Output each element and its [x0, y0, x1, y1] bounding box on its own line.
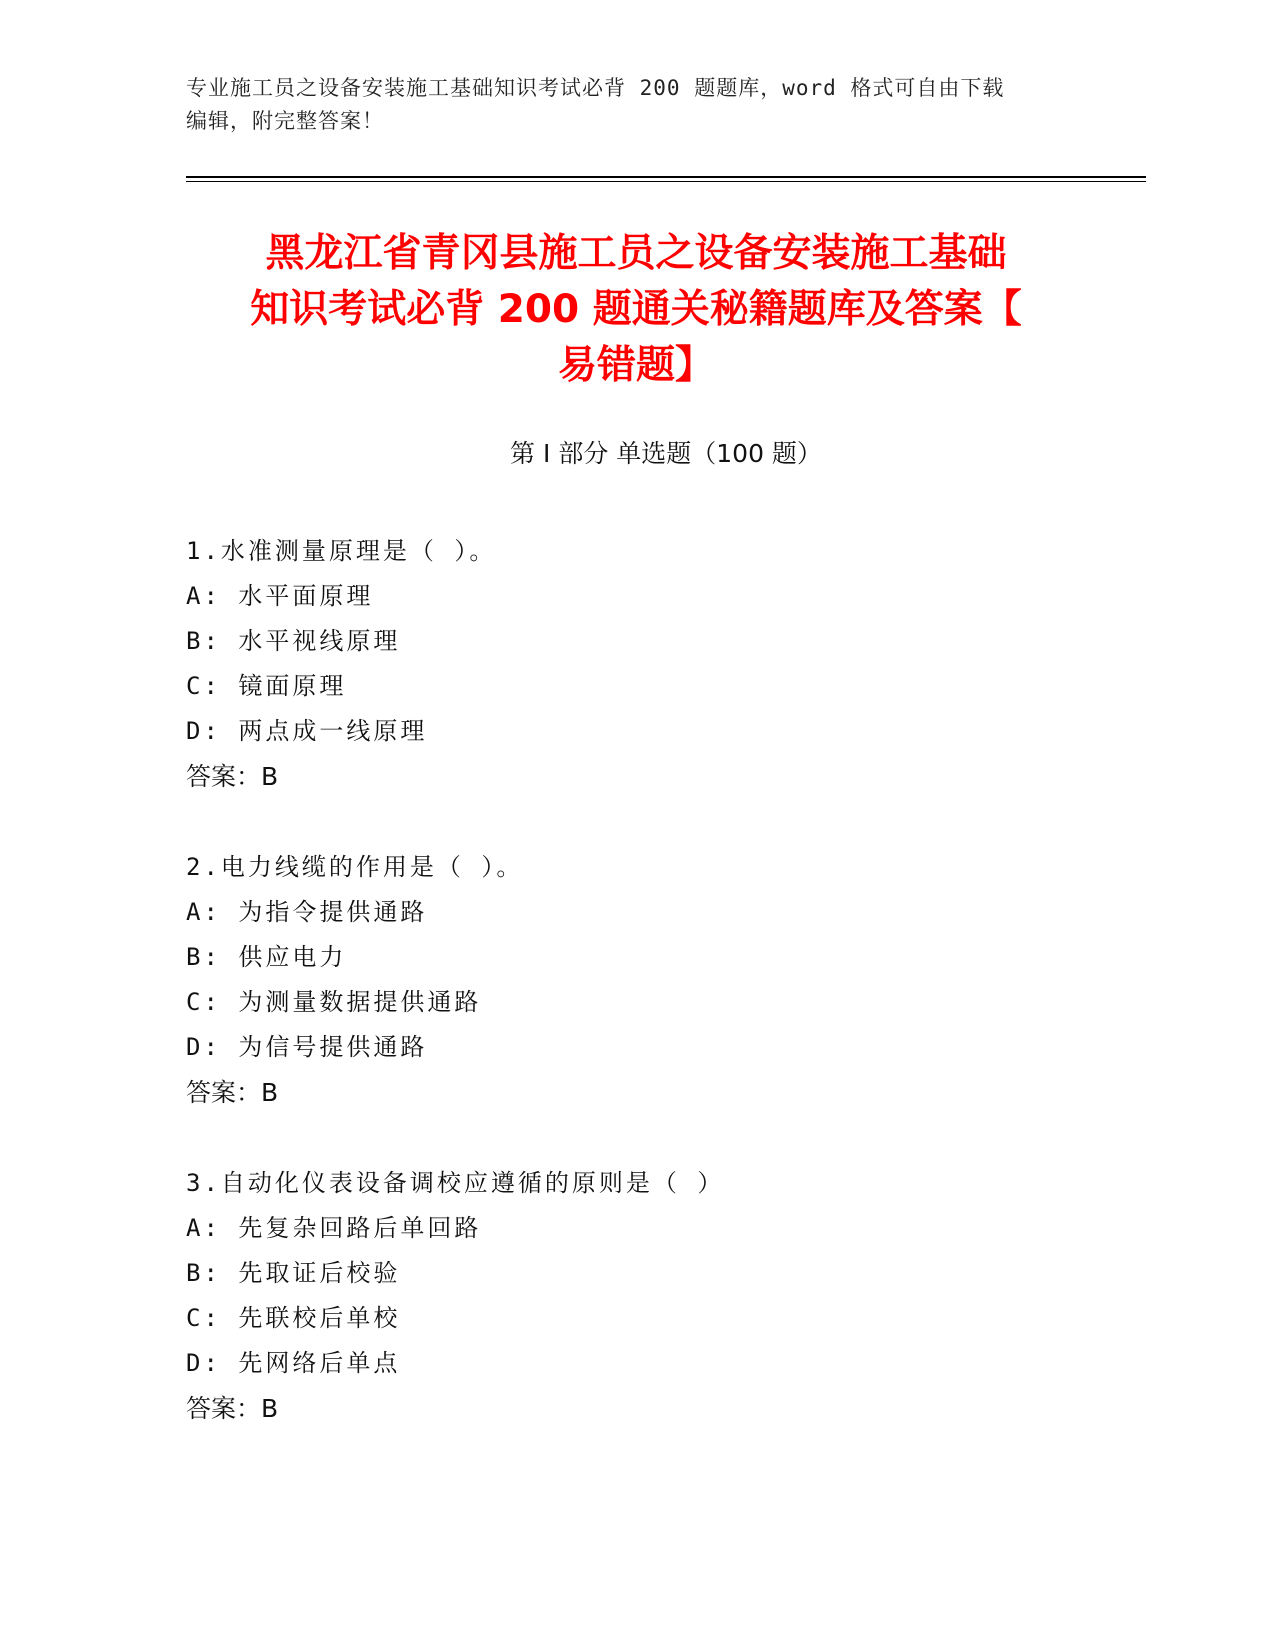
- question-stem: 1.水准测量原理是（ ）。: [186, 537, 497, 565]
- option-b: B: 供应电力: [186, 943, 347, 971]
- question-stem: 2.电力线缆的作用是（ ）。: [186, 853, 524, 881]
- answer: 答案：B: [186, 1078, 279, 1107]
- answer: 答案：B: [186, 762, 279, 791]
- question-1: [186, 529, 1146, 799]
- document-title-line-2: 知识考试必背 200 题通关秘籍题库及答案【: [250, 287, 1022, 332]
- header-note: [186, 72, 1086, 138]
- header-divider-thin: [186, 181, 1146, 182]
- question-stem: 3.自动化仪表设备调校应遵循的原则是（ ）: [186, 1169, 725, 1197]
- option-b: B: 水平视线原理: [186, 627, 401, 655]
- option-c: C: 镜面原理: [186, 672, 347, 700]
- option-d: D: 两点成一线原理: [186, 717, 428, 745]
- header-note-line-2: 编辑，附完整答案！: [186, 109, 384, 133]
- document-title: [186, 226, 1086, 394]
- option-d: D: 为信号提供通路: [186, 1033, 428, 1061]
- option-b: B: 先取证后校验: [186, 1259, 401, 1287]
- document-title-line-3: 易错题】: [557, 343, 714, 388]
- section-title: 第 I 部分 单选题（100 题）: [510, 439, 822, 468]
- option-a: A: 先复杂回路后单回路: [186, 1214, 482, 1242]
- question-2: [186, 845, 1146, 1115]
- header-divider-thick: [186, 176, 1146, 178]
- option-a: A: 水平面原理: [186, 582, 374, 610]
- answer: 答案：B: [186, 1394, 279, 1423]
- question-3: [186, 1161, 1146, 1431]
- question-list: [186, 529, 1146, 1477]
- header-note-line-1: 专业施工员之设备安装施工基础知识考试必背 200 题题库，word 格式可自由下载: [186, 76, 1005, 100]
- option-c: C: 先联校后单校: [186, 1304, 401, 1332]
- option-d: D: 先网络后单点: [186, 1349, 401, 1377]
- document-title-line-1: 黑龙江省青冈县施工员之设备安装施工基础: [265, 231, 1007, 276]
- option-a: A: 为指令提供通路: [186, 898, 428, 926]
- option-c: C: 为测量数据提供通路: [186, 988, 482, 1016]
